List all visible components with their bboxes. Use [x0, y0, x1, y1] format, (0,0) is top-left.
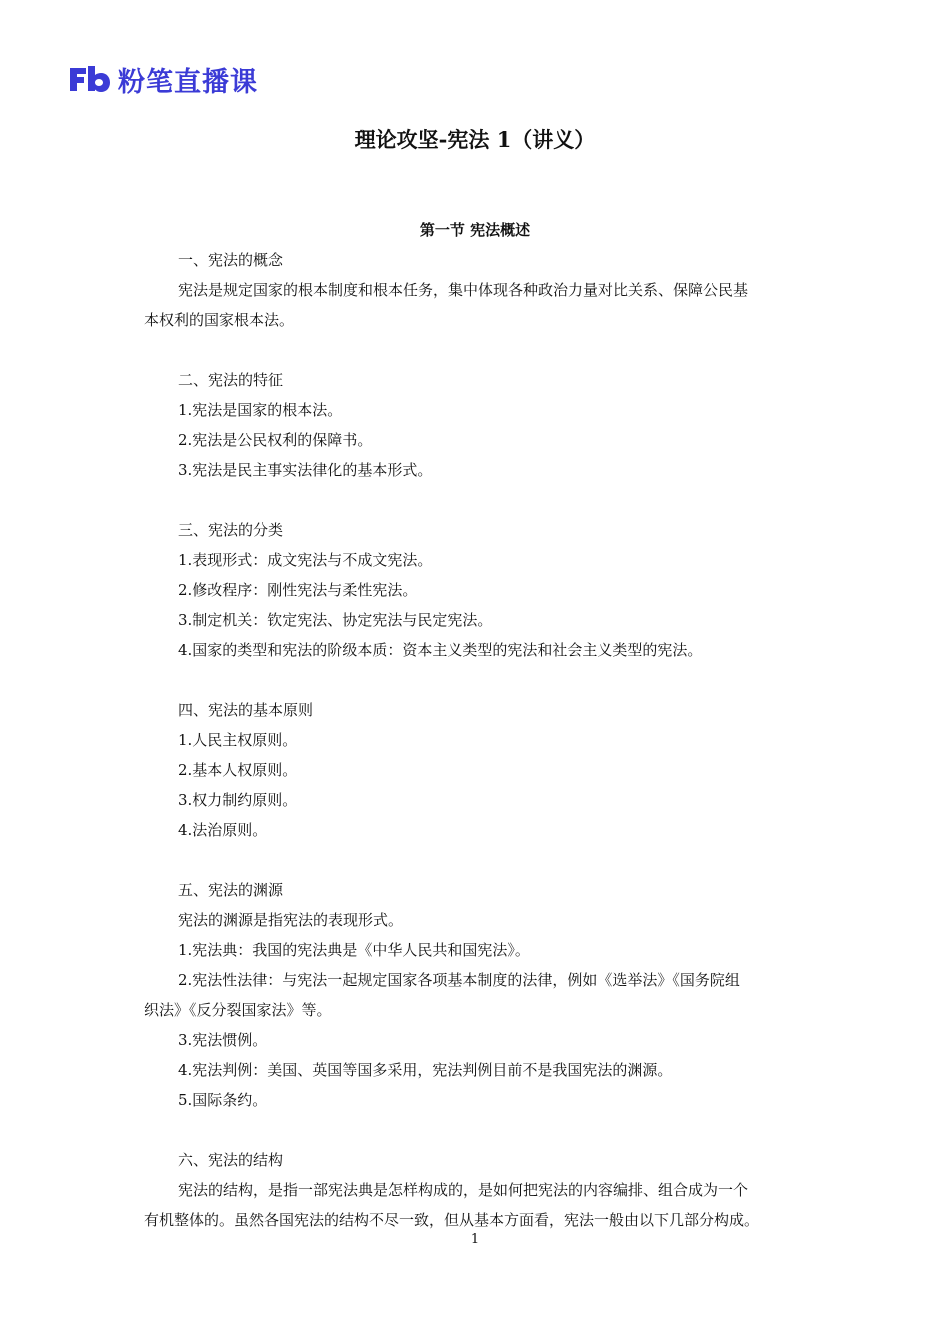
- list-item: 3.宪法惯例。: [178, 1031, 268, 1049]
- paragraph-line: 有机整体的。虽然各国宪法的结构不尽一致，但从基本方面看，宪法一般由以下几部分构成。: [144, 1211, 760, 1229]
- list-item: 4.国家的类型和宪法的阶级本质：资本主义类型的宪法和社会主义类型的宪法。: [178, 641, 703, 659]
- list-item: 5.国际条约。: [178, 1091, 268, 1109]
- list-item: 3.权力制约原则。: [178, 791, 298, 809]
- heading-concept: 一、宪法的概念: [178, 251, 284, 269]
- list-item: 1.宪法是国家的根本法。: [178, 401, 343, 419]
- section-heading: 第一节 宪法概述: [419, 221, 531, 239]
- heading-features: 二、宪法的特征: [178, 371, 284, 389]
- fb-logo-icon: [68, 64, 112, 94]
- list-item: 2.修改程序：刚性宪法与柔性宪法。: [178, 581, 418, 599]
- list-item: 2.宪法性法律：与宪法一起规定国家各项基本制度的法律，例如《选举法》《国务院组: [178, 971, 740, 989]
- heading-sources: 五、宪法的渊源: [178, 881, 284, 899]
- list-item: 3.宪法是民主事实法律化的基本形式。: [178, 461, 433, 479]
- list-item-continuation: 织法》《反分裂国家法》等。: [144, 1001, 332, 1019]
- list-item: 1.宪法典：我国的宪法典是《中华人民共和国宪法》。: [178, 941, 530, 959]
- paragraph-line: 宪法的渊源是指宪法的表现形式。: [178, 911, 404, 929]
- list-item: 4.法治原则。: [178, 821, 268, 839]
- list-item: 2.基本人权原则。: [178, 761, 298, 779]
- heading-principles: 四、宪法的基本原则: [178, 701, 314, 719]
- paragraph-line: 宪法的结构，是指一部宪法典是怎样构成的，是如何把宪法的内容编排、组合成为一个: [178, 1181, 749, 1199]
- list-item: 1.人民主权原则。: [178, 731, 298, 749]
- document-title: 理论攻坚-宪法 1（讲义）: [354, 127, 596, 152]
- page-number: 1: [470, 1232, 480, 1247]
- list-item: 1.表现形式：成文宪法与不成文宪法。: [178, 551, 433, 569]
- heading-structure: 六、宪法的结构: [178, 1151, 284, 1169]
- list-item: 2.宪法是公民权利的保障书。: [178, 431, 373, 449]
- heading-classification: 三、宪法的分类: [178, 521, 284, 539]
- paragraph-line: 本权利的国家根本法。: [144, 311, 295, 329]
- list-item: 3.制定机关：钦定宪法、协定宪法与民定宪法。: [178, 611, 493, 629]
- brand-logo: [68, 62, 258, 96]
- paragraph-line: 宪法是规定国家的根本制度和根本任务，集中体现各种政治力量对比关系、保障公民基: [178, 281, 749, 299]
- brand-name: 粉笔直播课: [118, 66, 258, 98]
- list-item: 4.宪法判例：美国、英国等国多采用，宪法判例目前不是我国宪法的渊源。: [178, 1061, 673, 1079]
